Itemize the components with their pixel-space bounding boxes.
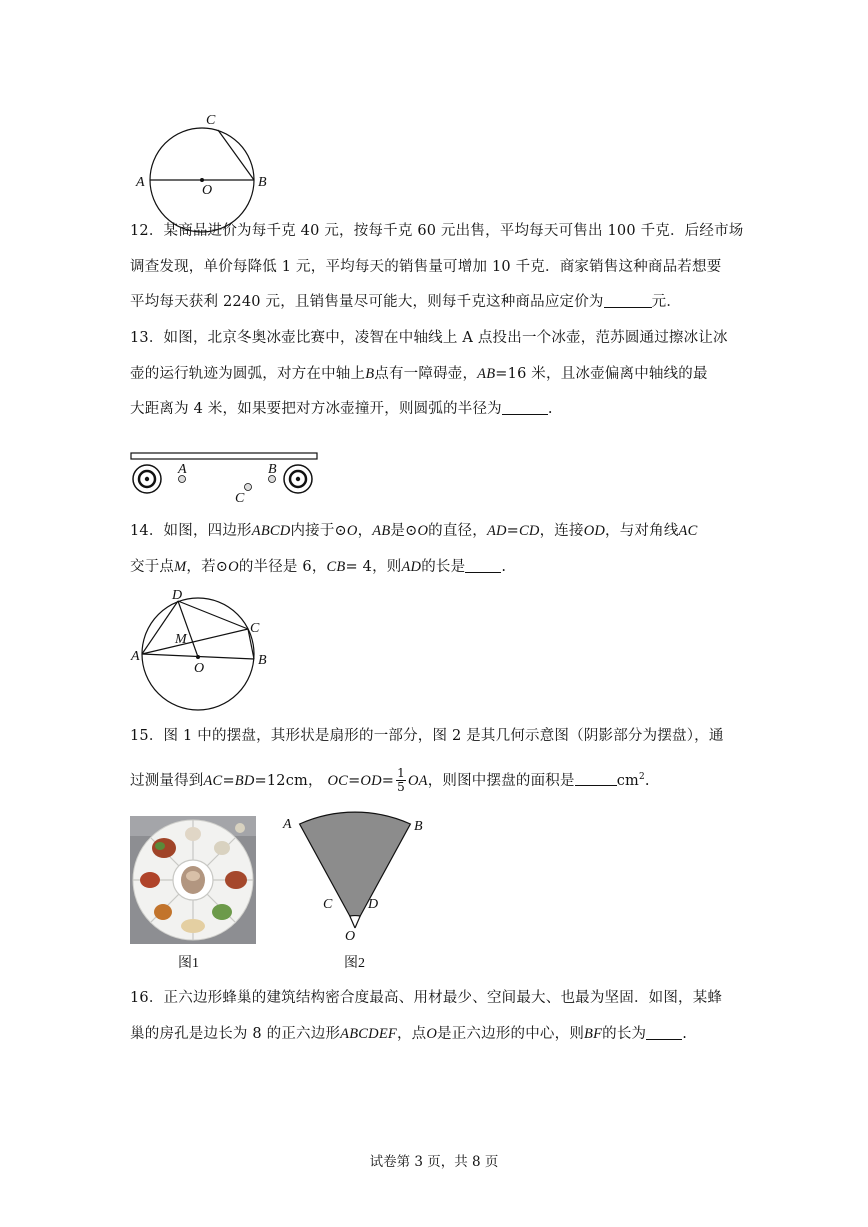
sector-figure-q15 (280, 806, 430, 946)
house-right-icon (284, 465, 312, 493)
q13-line-2: 壶的运行轨迹为圆弧，对方在中轴上B点有一障碍壶，AB=16 米，且冰壶偏离中轴线的最 (130, 365, 708, 382)
label-b: B (414, 819, 423, 834)
label-o: O (345, 929, 356, 944)
label-c: C (323, 897, 333, 912)
q14-line-1: 14．如图，四边形ABCD内接于⊙O，AB是⊙O的直径，AD=CD，连接OD，与对角线AC (130, 523, 698, 539)
q16-line-1: 16．正六边形蜂巢的建筑结构密合度最高、用材最少、空间最大、也最为坚固．如图，某蜂 (130, 990, 723, 1006)
question-14 (130, 514, 742, 585)
label-c: C (235, 491, 245, 504)
label-o: O (194, 661, 205, 676)
q13-line-1: 13．如图，北京冬奥冰壶比赛中，凌智在中轴线上 A 点投出一个冰壶，范苏圆通过擦冰让冰 (130, 330, 728, 346)
label-d: D (368, 897, 379, 912)
label-a: A (283, 817, 292, 832)
label-b: B (258, 653, 267, 668)
q15-line-1: 15．图 1 中的摆盘，其形状是扇形的一部分，图 2 是其几何示意图（阴影部分为摆盘），通 (130, 728, 724, 744)
answer-blank (502, 400, 548, 416)
curling-figure-q13 (130, 452, 320, 504)
q14-line-2: 交于点M，若⊙O的半径是 6，CB= 4，则AD的长是 . (130, 558, 507, 575)
question-16 (130, 981, 742, 1052)
label-a: A (178, 462, 187, 477)
fraction-one-fifth: $\frac{1}{5}$ (397, 765, 405, 794)
house-left-icon (133, 465, 161, 493)
label-b: B (258, 175, 267, 190)
label-b: B (268, 462, 277, 477)
figure-1-caption: 图1 (178, 956, 199, 971)
circle-figure-q14 (130, 586, 280, 714)
page-footer: 试卷第 3 页，共 8 页 (369, 1154, 499, 1170)
label-d: D (172, 588, 183, 603)
answer-blank (465, 557, 501, 573)
answer-blank (575, 771, 617, 787)
q12-line-1: 12．某商品进价为每千克 40 元，按每千克 60 元出售，平均每天可售出 100 千克．后经市场 (130, 223, 744, 239)
label-a: A (131, 649, 140, 664)
q15-line-2: 过测量得到AC=BD=12cm， OC=OD= $\frac{1}{5}$ OA，则图中摆盘的面积是 $cm^2$. (130, 765, 650, 794)
answer-blank (646, 1024, 682, 1040)
question-15 (130, 719, 742, 802)
label-c: C (206, 113, 216, 128)
question-12 (130, 214, 742, 321)
answer-blank (604, 293, 652, 309)
label-m: M (175, 632, 187, 647)
label-o: O (202, 183, 213, 198)
q16-line-2: 巢的房孔是边长为 8 的正六边形ABCDEF，点O是正六边形的中心，则BF的长为 . (130, 1025, 688, 1042)
label-a: A (136, 175, 145, 190)
label-c: C (250, 621, 260, 636)
q13-line-3: 大距离为 4 米，如果要把对方冰壶撞开，则圆弧的半径为 . (130, 401, 553, 417)
platter-photo (130, 816, 256, 944)
q12-line-2: 调查发现，单价每降低 1 元，平均每天的销售量可增加 10 千克．商家销售这种商品若想要 (130, 258, 722, 275)
q12-line-3: 平均每天获利 2240 元，且销售量尽可能大，则每千克这种商品应定价为 元． (130, 294, 682, 310)
figure-2-caption: 图2 (344, 956, 365, 971)
question-13 (130, 321, 742, 428)
